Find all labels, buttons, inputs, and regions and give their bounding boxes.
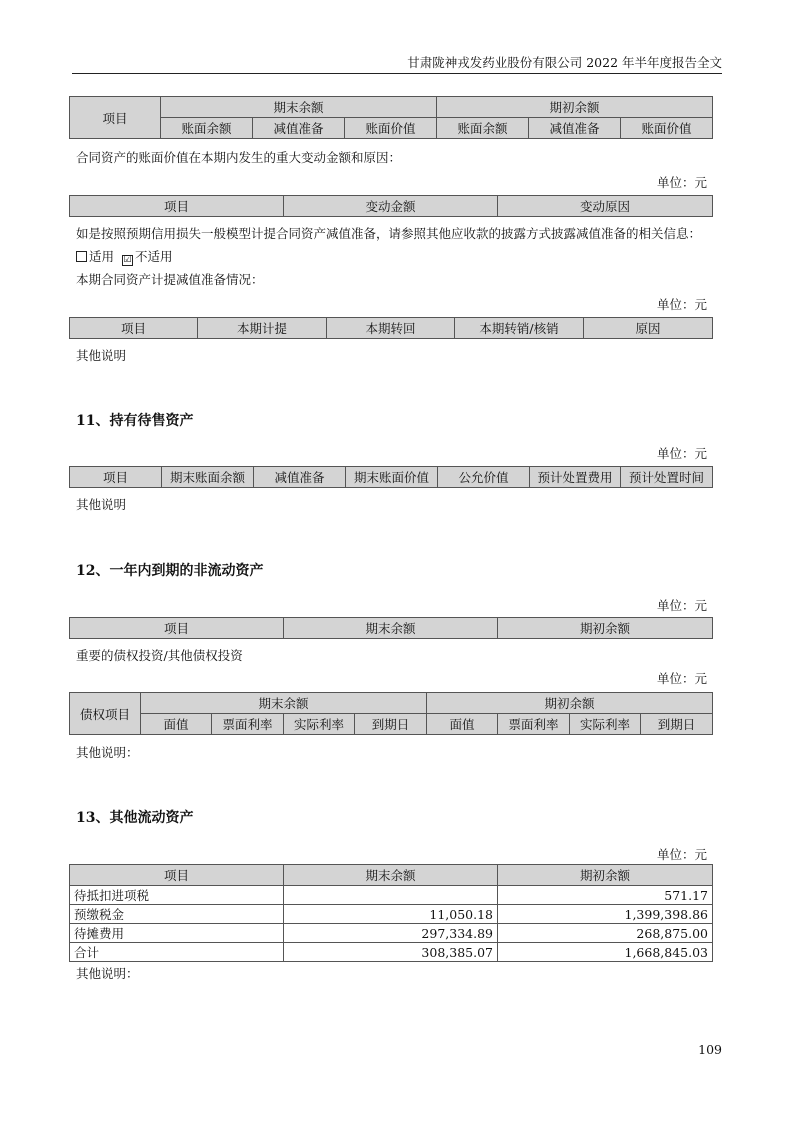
table-row [70,905,713,924]
header-cell: 公允价值 [438,467,530,488]
not-applicable-label: 不适用 [135,249,173,264]
change-table [69,195,713,217]
applicable-checkbox[interactable] [76,251,87,262]
header-cell: 项目 [70,618,284,639]
report-header-title: 甘肃陇神戎发药业股份有限公司 2022 年半年度报告全文 [407,55,722,70]
other-note: 其他说明： [76,745,139,760]
sub-header: 实际利率 [570,714,641,735]
header-cell: 预计处置时间 [621,467,713,488]
header-cell: 期末余额 [284,865,498,886]
section-11-title: 11、持有待售资产 [76,413,194,429]
header-cell: 本期转销/核销 [455,318,584,339]
row-opening: 268,875.00 [498,924,713,943]
unit-label: 单位：元 [656,671,707,686]
sub-header: 票面利率 [498,714,570,735]
row-opening: 1,668,845.03 [498,943,713,962]
noncurrent-due-table [69,617,713,639]
unit-label: 单位：元 [656,175,707,190]
impairment-status-text: 本期合同资产计提减值准备情况： [76,272,264,287]
header-cell: 期初余额 [498,865,713,886]
header-cell: 项目 [70,467,162,488]
header-rule [72,73,722,74]
row-ending: 11,050.18 [284,905,498,924]
header-cell: 本期转回 [327,318,455,339]
unit-label: 单位：元 [656,598,707,613]
not-applicable-checkbox[interactable]: ☑ [123,255,132,265]
page-number: 109 [698,1042,722,1057]
table-row [70,886,713,905]
section-13-title: 13、其他流动资产 [76,810,194,826]
group-ending-balance: 期末余额 [141,693,427,714]
sub-header: 实际利率 [284,714,355,735]
sub-header: 账面余额 [437,118,529,139]
row-item: 待抵扣进项税 [70,886,284,905]
row-opening: 571.17 [498,886,713,905]
col-item: 项目 [70,97,161,139]
row-ending: 308,385.07 [284,943,498,962]
sub-header: 面值 [141,714,212,735]
sub-header: 减值准备 [253,118,345,139]
held-for-sale-table [69,466,713,488]
header-cell: 预计处置费用 [530,467,621,488]
header-cell: 项目 [70,318,198,339]
header-cell: 变动原因 [498,196,713,217]
row-item: 待摊费用 [70,924,284,943]
group-opening-balance: 期初余额 [427,693,713,714]
header-cell: 期末账面余额 [162,467,254,488]
header-cell: 本期计提 [198,318,327,339]
impairment-table [69,317,713,339]
sub-header: 面值 [427,714,498,735]
table-row [70,924,713,943]
bond-investment-text: 重要的债权投资/其他债权投资 [76,648,243,663]
header-cell: 期初余额 [498,618,713,639]
row-ending [284,886,498,905]
sub-header: 到期日 [355,714,427,735]
header-cell: 期末余额 [284,618,498,639]
header-cell: 变动金额 [284,196,498,217]
other-note: 其他说明 [76,497,127,512]
group-ending-balance: 期末余额 [161,97,437,118]
table-row-total [70,943,713,962]
applicable-label: 适用 [89,249,115,264]
header-cell: 项目 [70,865,284,886]
row-opening: 1,399,398.86 [498,905,713,924]
other-note: 其他说明 [76,348,127,363]
col-bond-item: 债权项目 [70,693,141,735]
sub-header: 票面利率 [212,714,284,735]
header-cell: 期末账面价值 [346,467,438,488]
header-cell: 项目 [70,196,284,217]
sub-header: 账面余额 [161,118,253,139]
header-cell: 原因 [584,318,713,339]
row-item: 预缴税金 [70,905,284,924]
sub-header: 账面价值 [621,118,713,139]
row-ending: 297,334.89 [284,924,498,943]
sub-header: 到期日 [641,714,713,735]
section-12-title: 12、一年内到期的非流动资产 [76,563,264,579]
unit-label: 单位：元 [656,847,707,862]
unit-label: 单位：元 [656,446,707,461]
sub-header: 减值准备 [529,118,621,139]
applicable-options [76,247,173,266]
change-reason-text: 合同资产的账面价值在本期内发生的重大变动金额和原因： [76,150,402,165]
header-cell: 减值准备 [254,467,346,488]
impairment-model-note: 如是按照预期信用损失一般模型计提合同资产减值准备，请参照其他应收款的披露方式披露减值准备的相关信息： [76,226,702,241]
sub-header: 账面价值 [345,118,437,139]
group-opening-balance: 期初余额 [437,97,713,118]
contract-assets-table [69,96,713,139]
other-note: 其他说明： [76,966,139,981]
other-current-assets-table [69,864,713,962]
unit-label: 单位：元 [656,297,707,312]
row-item: 合计 [70,943,284,962]
bond-investment-table [69,692,713,735]
